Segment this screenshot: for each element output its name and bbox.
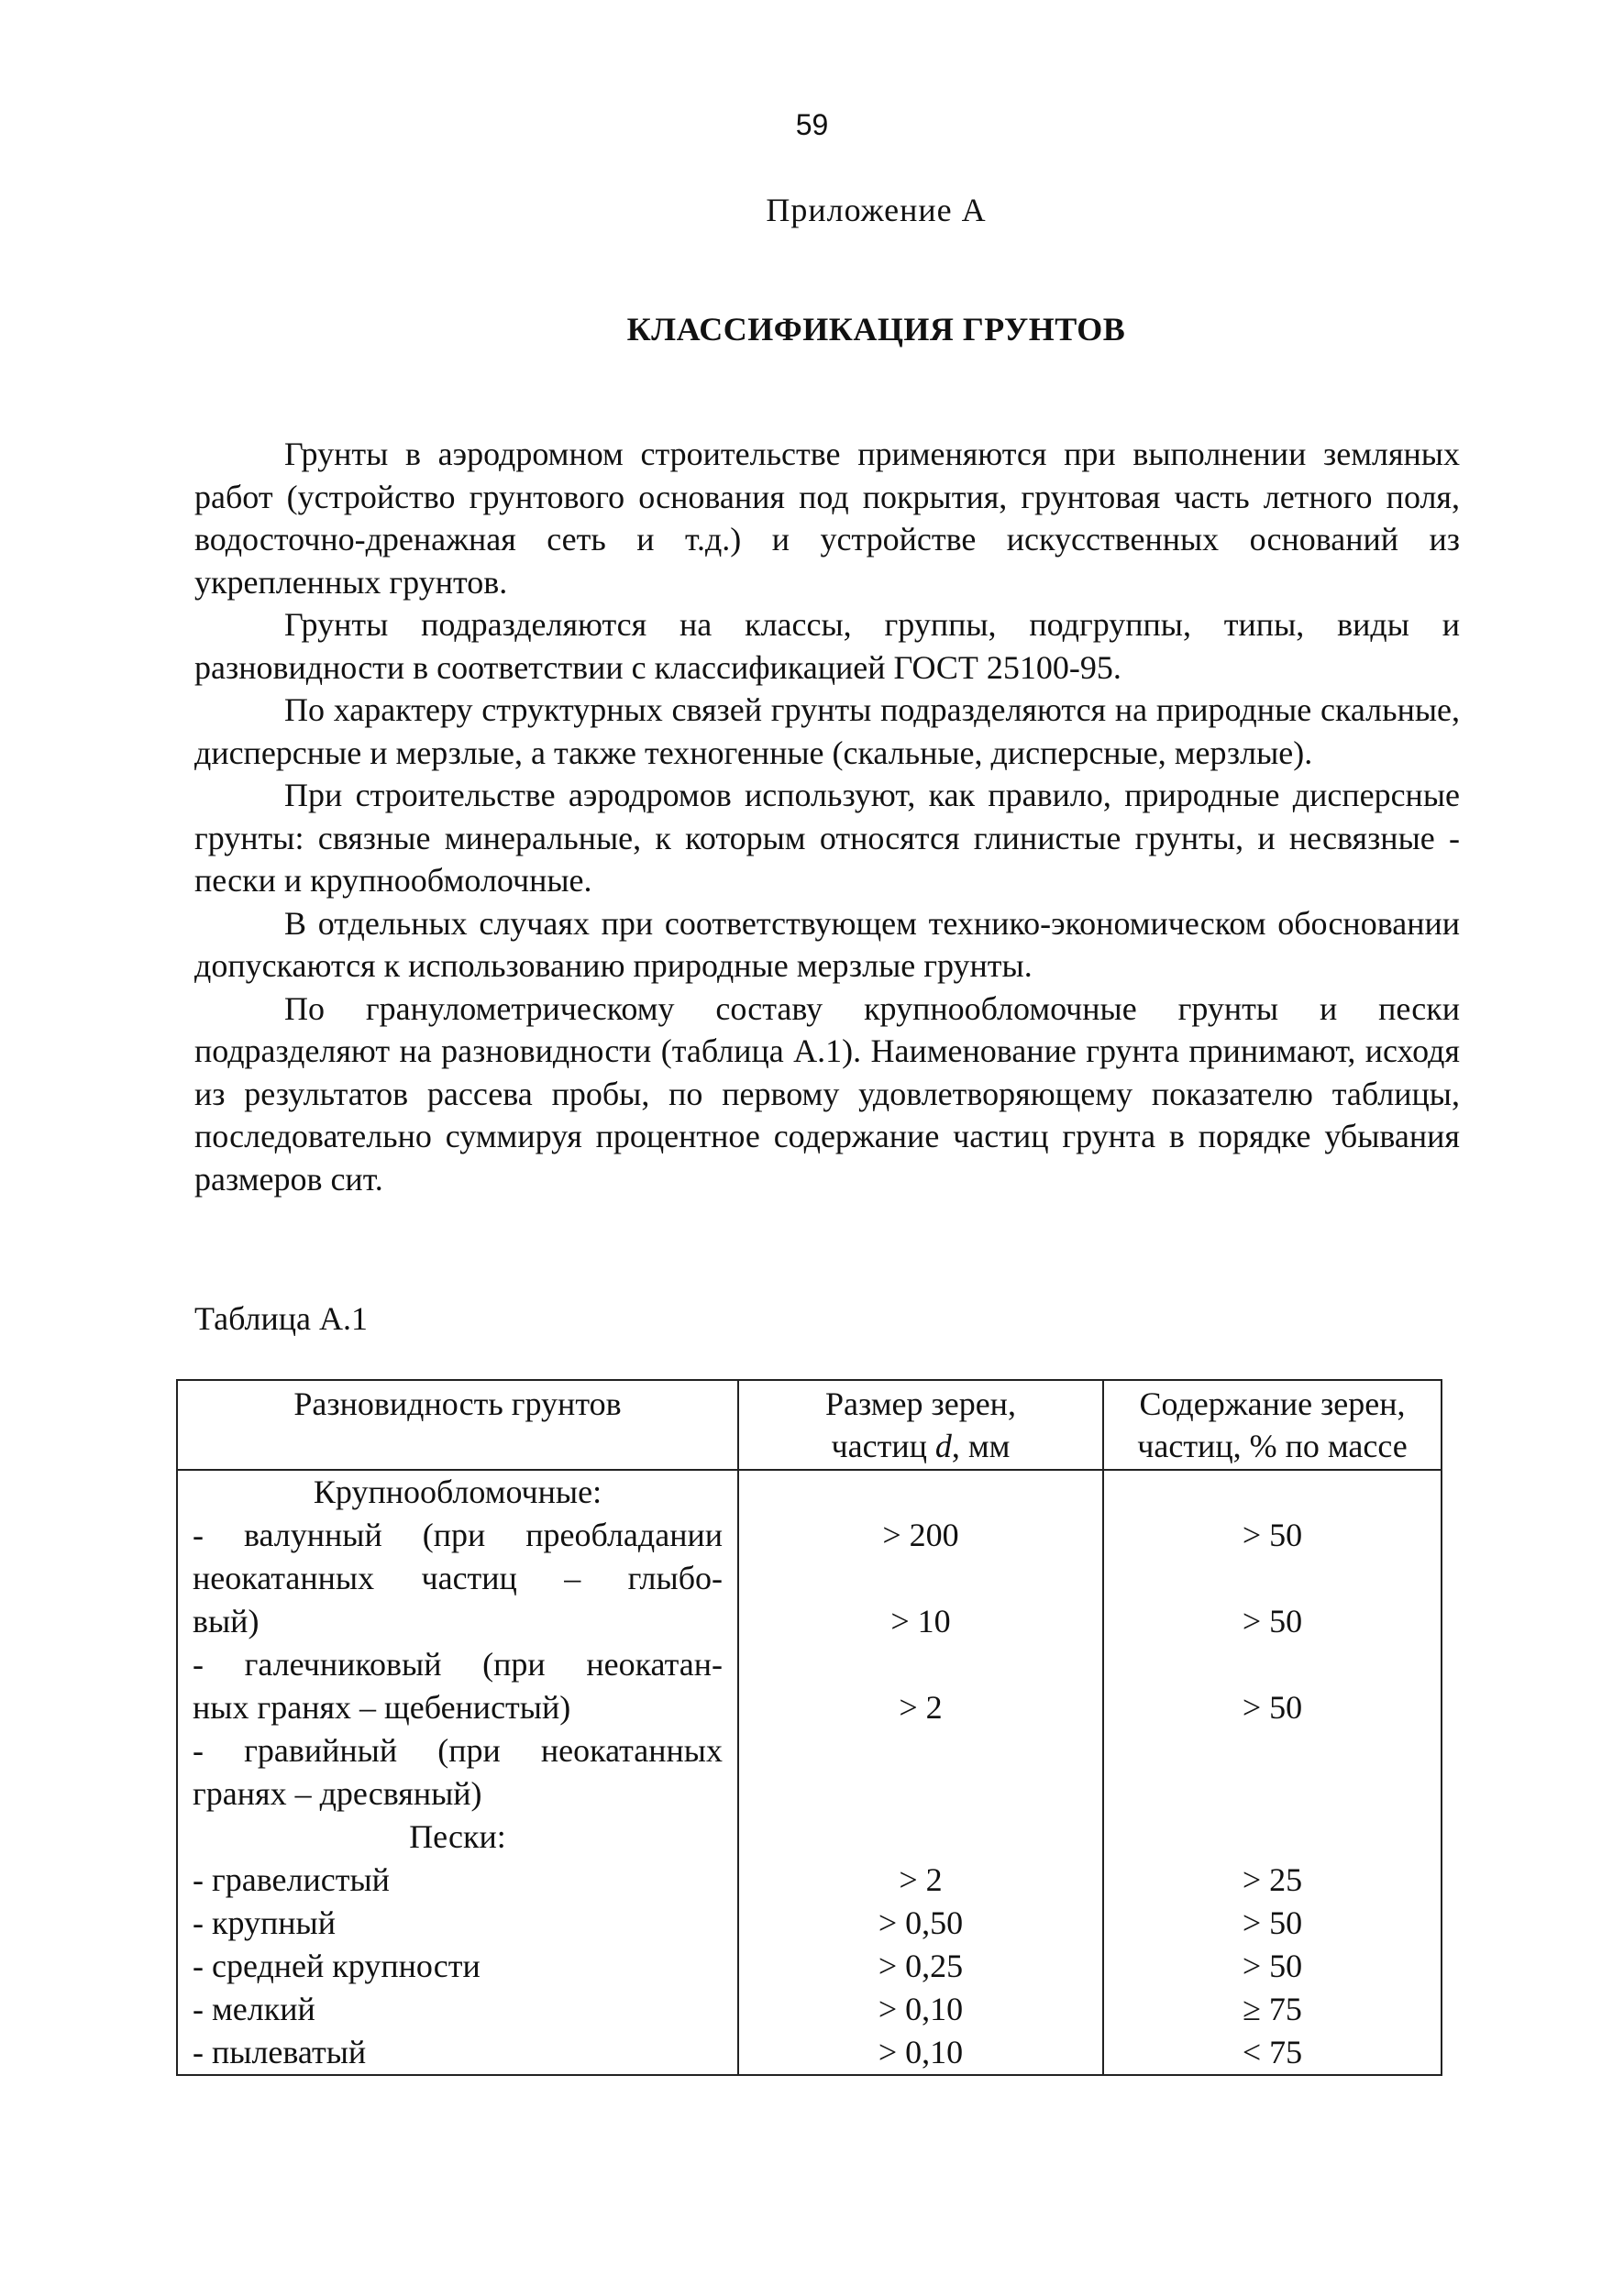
cell-grain-size: > 2: [738, 1859, 1103, 1902]
table-row: [177, 1686, 1442, 1729]
header-soil-type: [177, 1380, 738, 1470]
paragraph: По гранулометрическому составу крупнообломочные грунты и пески подразделяют на разновидности (таблица А.1). Наименование грунта принимают, исходя из результатов рассева пробы, по первому удовлетворяющему показателю таблицы, последовательно суммируя процентное содержание частиц грунта в порядке убывания размеров сит.: [194, 989, 1460, 1198]
page-title: КЛАССИФИКАЦИЯ ГРУНТОВ: [626, 311, 1126, 348]
cell-soil-type: Крупнообломочные:: [177, 1470, 738, 1514]
paragraph: Грунты подразделяются на классы, группы, подгруппы, типы, виды и разновидности в соответствии с классификацией ГОСТ 25100-95.: [194, 606, 1460, 686]
table-row: [177, 1988, 1442, 2031]
cell-grain-content: [1103, 1643, 1442, 1686]
paragraph: По характеру структурных связей грунты подразделяются на природные скальные, дисперсные и мерзлые, а также техногенные (скальные, дисперсные, мерзлые).: [194, 691, 1460, 771]
cell-grain-content: [1103, 1470, 1442, 1514]
cell-grain-content: < 75: [1103, 2031, 1442, 2075]
table-row: [177, 1772, 1442, 1816]
cell-grain-size: > 10: [738, 1600, 1103, 1643]
cell-grain-size: [738, 1557, 1103, 1600]
cell-soil-type: неокатанных частиц – глыбо-: [177, 1557, 738, 1600]
header-grain-size-line1: Размер зерен,: [825, 1385, 1016, 1422]
cell-grain-content: > 50: [1103, 1514, 1442, 1557]
paragraph: В отдельных случаях при соответствующем технико-экономическом обосновании допускаются к использованию природные мерзлые грунты.: [194, 904, 1460, 984]
cell-soil-type: - крупный: [177, 1902, 738, 1945]
cell-grain-content: > 25: [1103, 1859, 1442, 1902]
cell-grain-content: [1103, 1557, 1442, 1600]
cell-grain-content: > 50: [1103, 1902, 1442, 1945]
header-grain-size-line2-post: , мм: [951, 1428, 1011, 1464]
cell-grain-content: [1103, 1772, 1442, 1816]
table-row: [177, 1902, 1442, 1945]
table-header-row: [177, 1380, 1442, 1470]
cell-grain-size: > 0,50: [738, 1902, 1103, 1945]
cell-grain-content: > 50: [1103, 1600, 1442, 1643]
cell-grain-size: > 0,10: [738, 2031, 1103, 2075]
cell-grain-content: ≥ 75: [1103, 1988, 1442, 2031]
header-grain-size-variable: d: [934, 1428, 952, 1464]
cell-soil-type: гранях – дресвяный): [177, 1772, 738, 1816]
table-row: [177, 1470, 1442, 1514]
cell-grain-content: [1103, 1729, 1442, 1772]
header-grain-size-line2-pre: частиц: [831, 1428, 935, 1464]
cell-grain-size: [738, 1816, 1103, 1859]
cell-soil-type: вый): [177, 1600, 738, 1643]
cell-grain-content: [1103, 1816, 1442, 1859]
header-grain-content-line1: Содержание зерен,: [1139, 1385, 1406, 1422]
body-text: [194, 433, 1460, 1200]
cell-grain-size: > 0,25: [738, 1945, 1103, 1988]
cell-soil-type: ных гранях – щебенистый): [177, 1686, 738, 1729]
header-grain-content: [1103, 1380, 1442, 1470]
table-row: [177, 1514, 1442, 1557]
cell-grain-size: > 2: [738, 1686, 1103, 1729]
table-row: [177, 1643, 1442, 1686]
header-grain-content-line2: частиц, % по массе: [1137, 1428, 1408, 1464]
cell-soil-type: Пески:: [177, 1816, 738, 1859]
cell-grain-size: > 0,10: [738, 1988, 1103, 2031]
cell-grain-size: [738, 1643, 1103, 1686]
cell-soil-type: - галечниковый (при неокатан-: [177, 1643, 738, 1686]
appendix-heading: Приложение А: [766, 192, 987, 228]
cell-grain-content: > 50: [1103, 1686, 1442, 1729]
cell-soil-type: - средней крупности: [177, 1945, 738, 1988]
cell-grain-size: [738, 1772, 1103, 1816]
cell-soil-type: - мелкий: [177, 1988, 738, 2031]
header-soil-type-label: Разновидность грунтов: [293, 1385, 622, 1422]
cell-grain-content: > 50: [1103, 1945, 1442, 1988]
table-row: [177, 1729, 1442, 1772]
cell-soil-type: - валунный (при преобладании: [177, 1514, 738, 1557]
cell-soil-type: - пылеватый: [177, 2031, 738, 2075]
cell-grain-size: [738, 1729, 1103, 1772]
page-number: 59: [795, 108, 829, 141]
cell-grain-size: > 200: [738, 1514, 1103, 1557]
cell-soil-type: - гравелистый: [177, 1859, 738, 1902]
cell-soil-type: - гравийный (при неокатанных: [177, 1729, 738, 1772]
table-row: [177, 1945, 1442, 1988]
table-caption: Таблица А.1: [194, 1300, 368, 1337]
cell-grain-size: [738, 1470, 1103, 1514]
header-grain-size: [738, 1380, 1103, 1470]
table-row: [177, 1600, 1442, 1643]
paragraph: Грунты в аэродромном строительстве применяются при выполнении земляных работ (устройство грунтового основания под покрытия, грунтовая часть летного поля, водосточно-дренажная сеть и т.д.) и устройстве искусственных оснований из укрепленных грунтов.: [194, 436, 1460, 601]
soil-classification-table: [176, 1379, 1442, 2076]
table-row: [177, 1557, 1442, 1600]
table-row: [177, 1816, 1442, 1859]
table-row: [177, 1859, 1442, 1902]
table-row: [177, 2031, 1442, 2075]
paragraph: При строительстве аэродромов используют, как правило, природные дисперсные грунты: связные минеральные, к которым относятся глинистые грунты, и несвязные - пески и крупнообмолочные.: [194, 777, 1460, 899]
